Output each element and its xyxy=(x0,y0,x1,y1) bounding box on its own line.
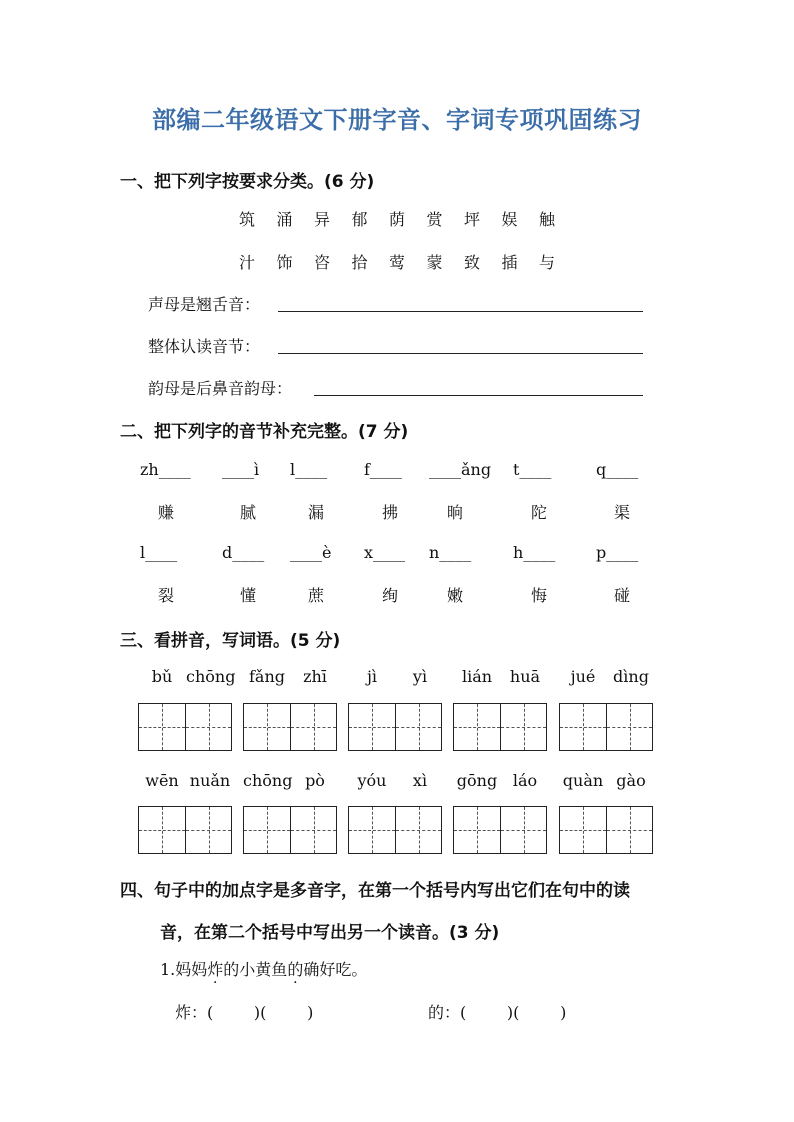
classify-char: 插 xyxy=(501,253,518,272)
pinyin-syllable: pò xyxy=(305,771,325,790)
answer-blank-zha[interactable]: 炸：( )( ) xyxy=(175,1003,314,1022)
writing-grid[interactable] xyxy=(348,806,442,854)
classify-char: 郁 xyxy=(351,210,368,229)
section-3-heading: 三、看拼音，写词语。(5 分) xyxy=(120,631,341,651)
character: 拂 xyxy=(382,503,399,522)
tianzige-cell[interactable] xyxy=(349,807,395,853)
classify-char: 莺 xyxy=(388,253,405,272)
character: 绚 xyxy=(382,586,399,605)
pinyin-syllable: huā xyxy=(509,667,541,686)
pinyin-syllable: chōng xyxy=(186,667,236,686)
classify-char: 汁 xyxy=(238,253,255,272)
classify-char: 咨 xyxy=(313,253,330,272)
character: 懂 xyxy=(240,586,257,605)
answer-line-nasal[interactable] xyxy=(314,395,643,396)
pinyin-syllable: jué xyxy=(570,667,596,686)
tianzige-cell[interactable] xyxy=(395,807,441,853)
tianzige-cell[interactable] xyxy=(606,704,652,750)
classify-char: 坪 xyxy=(463,210,480,229)
pinyin-syllable: dìng xyxy=(613,667,649,686)
tianzige-cell[interactable] xyxy=(454,807,500,853)
pinyin-blank[interactable]: t____ xyxy=(513,460,552,479)
classify-char: 筑 xyxy=(238,210,255,229)
classify-char: 蒙 xyxy=(426,253,443,272)
section-2-heading: 二、把下列字的音节补充完整。(7 分) xyxy=(120,422,409,442)
pinyin-blank[interactable]: l____ xyxy=(140,543,178,562)
pinyin-blank[interactable]: d____ xyxy=(222,543,265,562)
pinyin-syllable: fǎng xyxy=(248,667,285,686)
char-row-2 xyxy=(237,250,557,273)
tianzige-cell[interactable] xyxy=(185,807,231,853)
tianzige-cell[interactable] xyxy=(500,807,546,853)
character: 渠 xyxy=(614,503,631,522)
pinyin-blank[interactable]: ____ì xyxy=(222,460,260,479)
classify-char: 致 xyxy=(463,253,480,272)
section-4-heading-line2: 音，在第二个括号中写出另一个读音。(3 分) xyxy=(160,923,500,943)
sentence-part: 1.妈妈 xyxy=(160,960,208,979)
tianzige-cell[interactable] xyxy=(395,704,441,750)
tianzige-cell[interactable] xyxy=(185,704,231,750)
tianzige-cell[interactable] xyxy=(139,807,185,853)
character: 漏 xyxy=(308,503,325,522)
pinyin-blank[interactable]: ____è xyxy=(290,543,332,562)
answer-line-syllable[interactable] xyxy=(278,353,643,354)
dotted-char-zha: 炸 xyxy=(207,960,224,979)
question-nasal-label: 韵母是后鼻音韵母： xyxy=(148,379,293,398)
pinyin-syllable: zhī xyxy=(303,667,327,686)
classify-char: 荫 xyxy=(388,210,405,229)
tianzige-cell[interactable] xyxy=(606,807,652,853)
question-syllable-label: 整体认读音节： xyxy=(148,337,261,356)
question-retroflex-label: 声母是翘舌音： xyxy=(148,295,261,314)
tianzige-cell[interactable] xyxy=(244,807,290,853)
classify-char: 触 xyxy=(538,210,555,229)
pinyin-blank[interactable]: h____ xyxy=(513,543,556,562)
pinyin-syllable: quàn xyxy=(562,771,604,790)
tianzige-cell[interactable] xyxy=(139,704,185,750)
character: 腻 xyxy=(240,503,257,522)
sentence-part: 的小黄鱼 xyxy=(223,960,288,979)
character: 悔 xyxy=(531,586,548,605)
character: 裂 xyxy=(158,586,175,605)
answer-blank-de[interactable]: 的：( )( ) xyxy=(428,1003,567,1022)
classify-char: 异 xyxy=(313,210,330,229)
writing-grid[interactable] xyxy=(138,703,232,751)
character: 晌 xyxy=(447,503,464,522)
character: 蔗 xyxy=(308,586,325,605)
pinyin-blank[interactable]: f____ xyxy=(364,460,402,479)
pinyin-blank[interactable]: n____ xyxy=(429,543,472,562)
pinyin-syllable: bǔ xyxy=(151,667,173,686)
writing-grid[interactable] xyxy=(453,703,547,751)
writing-grid[interactable] xyxy=(243,703,337,751)
tianzige-cell[interactable] xyxy=(349,704,395,750)
pinyin-syllable: yì xyxy=(412,667,428,686)
classify-char: 与 xyxy=(538,253,555,272)
classify-char: 饰 xyxy=(276,253,293,272)
character: 赚 xyxy=(158,503,175,522)
pinyin-syllable: gào xyxy=(616,771,646,790)
page-title: 部编二年级语文下册字音、字词专项巩固练习 xyxy=(152,106,642,134)
pinyin-syllable: wēn xyxy=(145,771,179,790)
pinyin-syllable: lián xyxy=(461,667,493,686)
writing-grid[interactable] xyxy=(559,703,653,751)
answer-line-retroflex[interactable] xyxy=(278,311,643,312)
section-1-heading: 一、把下列字按要求分类。(6 分) xyxy=(120,172,375,192)
pinyin-blank[interactable]: q____ xyxy=(596,460,639,479)
classify-char: 赏 xyxy=(426,210,443,229)
sentence-1 xyxy=(160,957,367,980)
tianzige-cell[interactable] xyxy=(290,704,336,750)
pinyin-blank[interactable]: x____ xyxy=(364,543,406,562)
tianzige-cell[interactable] xyxy=(290,807,336,853)
pinyin-blank[interactable]: p____ xyxy=(596,543,639,562)
pinyin-blank[interactable]: l____ xyxy=(290,460,328,479)
classify-char: 娱 xyxy=(501,210,518,229)
tianzige-cell[interactable] xyxy=(244,704,290,750)
character: 碰 xyxy=(614,586,631,605)
pinyin-syllable: yóu xyxy=(357,771,387,790)
pinyin-syllable: xì xyxy=(412,771,428,790)
pinyin-syllable: chōng xyxy=(243,771,293,790)
sentence-part: 确好吃。 xyxy=(303,960,368,979)
writing-grid[interactable] xyxy=(559,806,653,854)
writing-grid[interactable] xyxy=(348,703,442,751)
writing-grid[interactable] xyxy=(243,806,337,854)
pinyin-syllable: láo xyxy=(512,771,538,790)
writing-grid[interactable] xyxy=(453,806,547,854)
pinyin-blank[interactable]: ____ǎng xyxy=(429,460,492,479)
section-4-heading-line1: 四、句子中的加点字是多音字，在第一个括号内写出它们在句中的读 xyxy=(120,881,630,901)
character: 嫩 xyxy=(447,586,464,605)
pinyin-syllable: nuǎn xyxy=(189,771,231,790)
dotted-char-de: 的 xyxy=(287,960,304,979)
classify-char: 涌 xyxy=(276,210,293,229)
tianzige-cell[interactable] xyxy=(560,807,606,853)
character: 陀 xyxy=(531,503,548,522)
tianzige-cell[interactable] xyxy=(500,704,546,750)
pinyin-syllable: jì xyxy=(366,667,378,686)
pinyin-blank[interactable]: zh____ xyxy=(140,460,191,479)
char-row-1 xyxy=(237,207,557,230)
tianzige-cell[interactable] xyxy=(560,704,606,750)
pinyin-syllable: gōng xyxy=(456,771,498,790)
classify-char: 拾 xyxy=(351,253,368,272)
writing-grid[interactable] xyxy=(138,806,232,854)
tianzige-cell[interactable] xyxy=(454,704,500,750)
